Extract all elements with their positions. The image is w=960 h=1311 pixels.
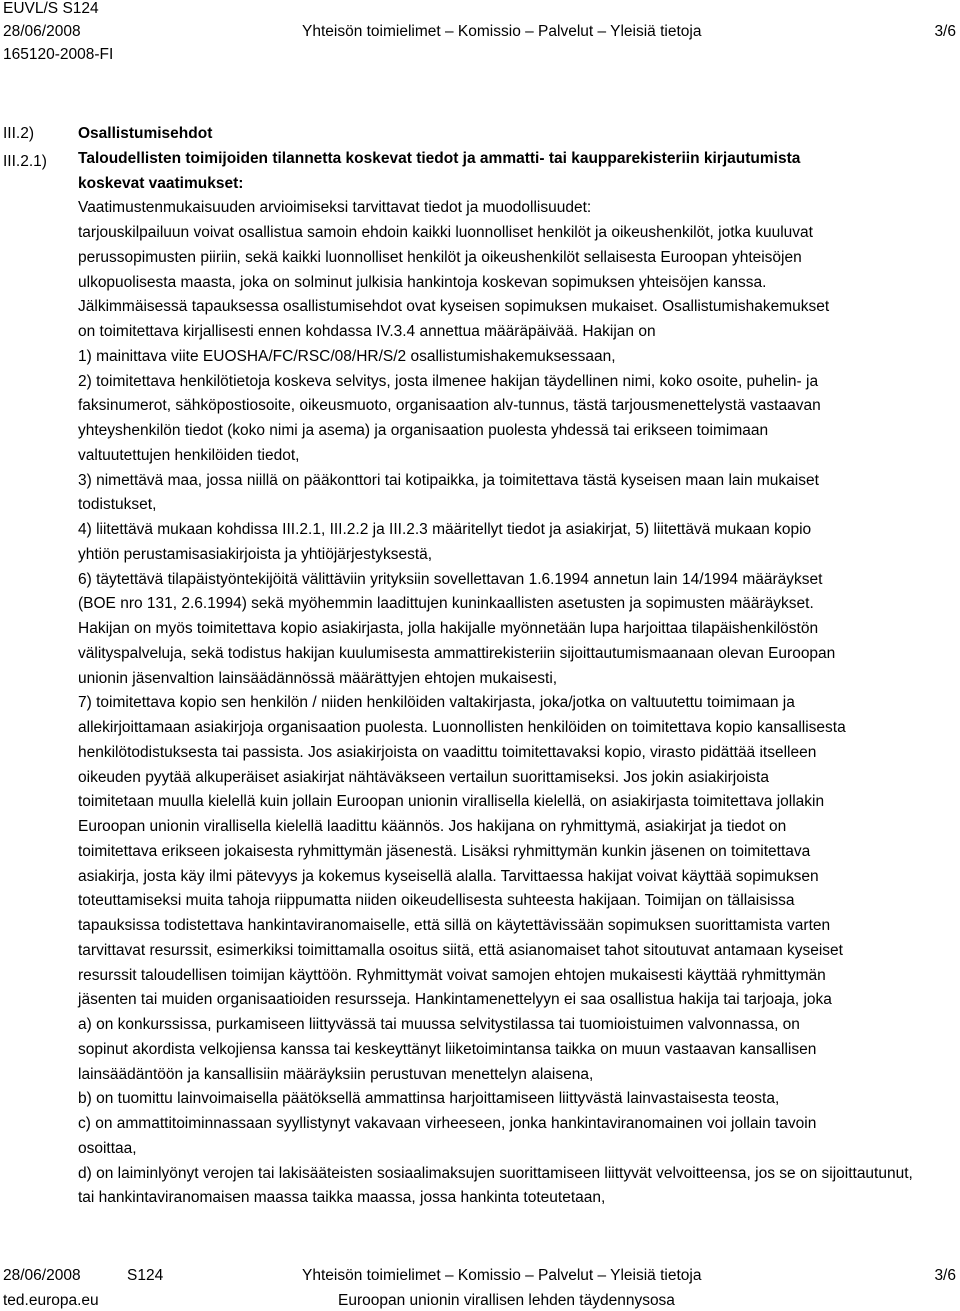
body-text-line: allekirjoittamaan asiakirjoja organisaation puolesta. Luonnollisten henkilöiden on toimitettava kopio kansallisesta xyxy=(78,719,846,736)
body-text-line: unionin jäsenvaltion lainsäädännössä määrättyjen ehtojen mukaisesti, xyxy=(78,669,558,687)
body-text-line: (BOE nro 131, 2.6.1994) sekä myöhemmin laadittujen kuninkaallisten asetusten ja sopimusten määräykset. xyxy=(78,595,814,613)
body-text-line: valtuutettujen henkilöiden tiedot, xyxy=(78,446,300,464)
body-text-line: d) on laiminlyönyt verojen tai lakisääteisten sosiaalimaksujen suorittamiseen liittyvät velvoitteensa, jos se on sijoittautunut, xyxy=(78,1164,913,1182)
body-text-line: 3) nimettävä maa, jossa niillä on pääkonttori tai kotipaikka, ja toimitettava tästä kyseisen maan lain mukaiset xyxy=(78,471,819,489)
body-text-line: c) on ammattitoiminnassaan syyllistynyt vakavaan virheeseen, jonka hankintaviranomainen voi jollain tavoin xyxy=(78,1115,817,1132)
body-text-line: tai hankintaviranomaisen maassa taikka maassa, jossa hankinta toteutetaan, xyxy=(78,1189,606,1207)
body-text-line: tapauksissa todistettava hankintaviranomaiselle, että sillä on käytettävissään sopimuksen suorittamista varten xyxy=(78,917,831,934)
body-text-line: lainsäädäntöön ja kansallisiin määräyksiin perustuvan menettelyn alaisena, xyxy=(78,1065,594,1083)
section-body xyxy=(78,122,948,1211)
footer-date: 28/06/2008 xyxy=(3,1267,81,1284)
body-text-line: toimitettava erikseen jokaisesta ryhmittymän jäsenestä. Lisäksi ryhmittymän kunkin jäsenen on toimitettava xyxy=(78,842,811,860)
header-page-number: 3/6 xyxy=(934,23,956,40)
body-text-line: asiakirja, josta käy ilmi pätevyys ja kokemus kyseisellä alalla. Tarvittaessa hakijat voivat käyttää sopimuksen xyxy=(78,867,819,885)
footer-website: ted.europa.eu xyxy=(3,1292,99,1309)
body-text-line: välityspalveluja, sekä todistus hakijan kuulumisesta ammattirekisteriin sijoittautumismaanaan olevan Euroopan xyxy=(78,644,836,662)
body-text-line: ulkopuolisesta maasta, joka on solminut julkisia hankintoja koskevan sopimuksen yhteisöjen kanssa. xyxy=(78,273,767,291)
body-text-line: Euroopan unionin virallisella kielellä laadittu käännös. Jos hakijana on ryhmittymä, asiakirjat ja tiedot on xyxy=(78,818,787,835)
body-text-line: 7) toimitettava kopio sen henkilön / niiden henkilöiden valtakirjasta, joka/jotka on valtuutettu toimimaan ja xyxy=(78,694,795,712)
body-text-line: resurssit taloudellisen toimijan käyttöön. Ryhmittymät voivat samojen ehtojen mukaisesti käyttää ryhmittymän xyxy=(78,966,826,984)
body-text-line: osoittaa, xyxy=(78,1139,137,1157)
section-number-iii-2: III.2) xyxy=(3,125,35,142)
body-text-line: b) on tuomittu lainvoimaisella päätöksellä ammattinsa harjoittamiseen liittyvästä lainvastaisesta teosta, xyxy=(78,1090,780,1108)
body-text-line: jäsenten tai muiden organisaatioiden resursseja. Hankintamenettelyyn ei saa osallistua hakija tai tarjoaja, joka xyxy=(78,991,832,1009)
body-text-line: toteuttamiseksi muita tahoja riippumatta niiden oikeudellisesta suhteesta hakijaan. Toimijan on tällaisissa xyxy=(78,892,795,910)
body-text-line: Hakijan on myös toimitettava kopio asiakirjasta, jolla hakijalle myönnetään lupa harjoittaa tilapäishenkilöstön xyxy=(78,620,819,637)
section-heading-line: Taloudellisten toimijoiden tilannetta koskevat tiedot ja ammatti- tai kaupparekisteriin kirjautumista xyxy=(78,149,801,167)
body-text-line: faksinumerot, sähköpostiosoite, oikeusmuoto, organisaation alv-tunnus, tästä tarjousmenettelystä vastaavan xyxy=(78,397,821,415)
body-text-line: todistukset, xyxy=(78,496,157,514)
header-title: Yhteisön toimielimet – Komissio – Palvelut – Yleisiä tietoja xyxy=(302,23,702,40)
body-text-line: tarvittavat resurssit, esimerkiksi toimittamalla osoitus siitä, että asianomaiset tahot sitoutuvat antamaan kyseiset xyxy=(78,941,843,959)
section-number-iii-2-1: III.2.1) xyxy=(3,153,47,170)
body-text-line: yhtiön perustamisasiakirjoista ja yhtiöjärjestyksestä, xyxy=(78,545,433,563)
body-text-line: 4) liitettävä mukaan kohdissa III.2.1, III.2.2 ja III.2.3 määritellyt tiedot ja asiakirjat, 5) liitettävä mukaan kopio xyxy=(78,521,812,538)
body-text-line: yhteyshenkilön tiedot (koko nimi ja asema) ja organisaation puolesta yhdessä tai erikseen toimimaan xyxy=(78,422,769,439)
body-text-line: 2) toimitettava henkilötietoja koskeva selvitys, josta ilmenee hakijan täydellinen nimi, koko osoite, puhelin- ja xyxy=(78,372,819,390)
body-text-line: Jälkimmäisessä tapauksessa osallistumisehdot ovat kyseisen sopimuksen mukaiset. Osallistumishakemukset xyxy=(78,298,830,316)
footer-title: Yhteisön toimielimet – Komissio – Palvelut – Yleisiä tietoja xyxy=(302,1267,702,1284)
header-journal-ref: EUVL/S S124 xyxy=(3,0,99,17)
section-heading-line: Osallistumisehdot xyxy=(78,125,213,142)
body-text-line: perussopimusten piiriin, sekä kaikki luonnolliset henkilöt ja oikeushenkilöt sellaisesta Euroopan yhteisöjen xyxy=(78,248,802,266)
body-text-line: sopinut akordista velkojiensa kanssa tai keskeyttänyt liiketoimintansa taikka on muun vastaavan kansallisen xyxy=(78,1040,817,1058)
footer-subtitle: Euroopan unionin virallisen lehden täydennysosa xyxy=(338,1292,675,1309)
body-text-line: a) on konkurssissa, purkamiseen liittyvässä tai muussa selvitystilassa tai tuomioistuimen valvonnassa, on xyxy=(78,1016,800,1033)
header-date: 28/06/2008 xyxy=(3,23,81,40)
footer-code: S124 xyxy=(127,1267,164,1284)
header-notice-number: 165120-2008-FI xyxy=(3,46,114,63)
body-text-line: toimitetaan muulla kielellä kuin jollain Euroopan unionin virallisella kielellä, on asiakirjasta toimitettava jollakin xyxy=(78,793,825,811)
body-text-line: tarjouskilpailuun voivat osallistua samoin ehdoin kaikki luonnolliset henkilöt ja oikeushenkilöt, jotka kuuluvat xyxy=(78,224,813,241)
body-text-line: Vaatimustenmukaisuuden arvioimiseksi tarvittavat tiedot ja muodollisuudet: xyxy=(78,199,592,217)
footer-page-number: 3/6 xyxy=(934,1267,956,1284)
body-text-line: 6) täytettävä tilapäistyöntekijöitä välittäviin yrityksiin sovellettavan 1.6.1994 annetun lain 14/1994 määräykset xyxy=(78,570,823,588)
body-text-line: henkilötodistuksesta tai passista. Jos asiakirjoista on vaadittu toimitettavaksi kopio, virasto pidättää itselleen xyxy=(78,743,817,761)
section-heading-line: koskevat vaatimukset: xyxy=(78,174,244,192)
body-text-line: 1) mainittava viite EUOSHA/FC/RSC/08/HR/S/2 osallistumishakemuksessaan, xyxy=(78,347,616,365)
body-text-line: on toimitettava kirjallisesti ennen kohdassa IV.3.4 annettua määräpäivää. Hakijan on xyxy=(78,323,656,340)
body-text-line: oikeuden pyytää alkuperäiset asiakirjat nähtäväkseen vertailun suorittamiseksi. Jos jokin asiakirjoista xyxy=(78,768,769,786)
